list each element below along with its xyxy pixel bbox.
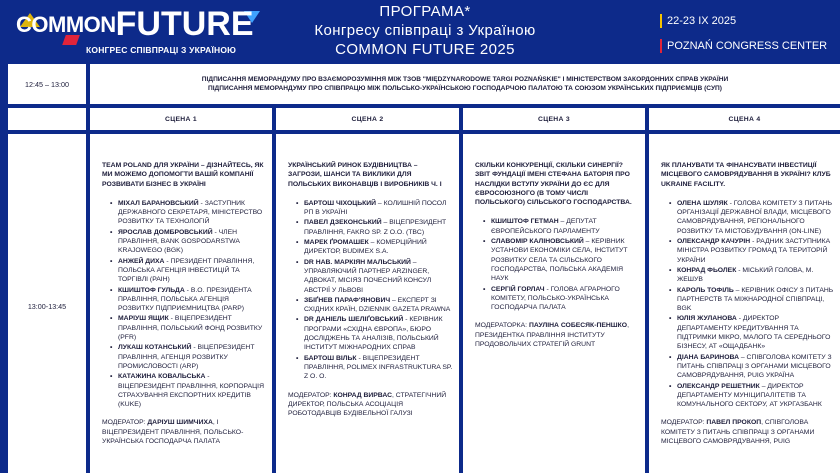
event-info <box>660 14 827 64</box>
speaker-role: - ВІЦЕПРЕЗИДЕНТ ПРАВЛІННЯ, POLIMEX INFRASTRUKTURA SP. Z O. O. <box>304 354 453 381</box>
panel-title: СКІЛЬКИ КОНКУРЕНЦІЇ, СКІЛЬКИ СИНЕРГІЇ? ЗВІТ ФУНДАЦІЇ ІМЕНІ СТЕФАНА БАТОРІЯ ПРО НАСЛІДКИ ВСТУПУ УКРАЇНИ ДО ЄС ДЛЯ ЄВРОСОЮЗНОГО (В ТОМУ ЧИСЛІ ПОЛЬСЬКОГО) СІЛЬСЬКОГО ГОСПОДАРСТВА. <box>475 162 632 207</box>
yellow-bar-icon <box>660 14 662 28</box>
speaker-name: ПАВЕЛ ДЗЕКОНСЬКИЙ <box>304 219 382 227</box>
panel-title: УКРАЇНСЬКИЙ РИНОК БУДІВНИЦТВА – ЗАГРОЗИ, ШАНСИ ТА ВИКЛИКИ ДЛЯ ПОЛЬСЬКИХ ВИКОНАВЦІВ І ВИРОБНИКІВ Ч. I <box>288 162 442 188</box>
speaker-name: КАТАЖИНА КОВАЛЬСЬКА <box>118 373 206 381</box>
speaker-role: – СПІВГОЛОВА КОМІТЕТУ З ПИТАНЬ СПІВПРАЦІ З ОРГАНАМИ МІСЦЕВОГО САМОВРЯДУВАННЯ, PUIG УКРАЇНА <box>677 353 832 380</box>
moderator-label: МОДЕРАТОР: <box>661 419 707 427</box>
logo-common-text: COMMON <box>16 12 116 37</box>
speaker-item <box>671 266 834 285</box>
speaker-name: СЛАВОМІР КАЛІНОВСЬКИЙ <box>491 238 584 246</box>
speaker-item <box>671 353 834 381</box>
speaker-role: – КОМЕРЦІЙНИЙ ДИРЕКТОР, BUDIMEX S.A. <box>304 239 427 256</box>
speaker-item <box>298 258 453 295</box>
speaker-item <box>671 286 834 314</box>
speaker-role: – ДЕПУТАТ ЄВРОПЕЙСЬКОГО ПАРЛАМЕНТУ <box>491 218 600 235</box>
speaker-list <box>475 217 639 312</box>
speaker-item <box>298 238 453 257</box>
speaker-name: ОЛЕКСАНДР РЕШЕТНИК <box>677 382 760 390</box>
speaker-role: - КЕРІВНИК ПРОГРАМИ «СХІДНА ЄВРОПА», БЮРО ДОСЛІДЖЕНЬ ТА АНАЛІЗІВ, ПОЛЬСЬКИЙ ІНСТИТУТ МІЖНАРОДНИХ СПРАВ <box>304 316 443 352</box>
signing-line-1: ПІДПИСАННЯ МЕМОРАНДУМУ ПРО ВЗАЄМОРОЗУМІННЯ МІЖ ТЗОВ "MIĘDZYNARODOWE TARGI POZNAŃSKIE" І МІНІСТЕРСТВОМ ЗАКОРДОННИХ СПРАВ УКРАЇНИ <box>201 75 729 83</box>
speaker-name: DR ДАНІЕЛЬ ШЕЛІҐОВСЬКИЙ <box>304 316 404 324</box>
speaker-name: DR HAB. МАРКІЯН МАЛЬСЬКИЙ <box>304 258 411 266</box>
program-title-line-3: COMMON FUTURE 2025 <box>335 41 515 58</box>
speaker-item <box>112 257 266 285</box>
moderator-name: ПАУЛІНА СОБЕСЯК-ПЕНШКО <box>528 322 628 330</box>
speaker-name: ДІАНА БАРИНОВА <box>677 353 739 361</box>
speaker-name: БАРТОШ ЧІХОЦЬКИЙ <box>304 199 377 207</box>
moderator-label: МОДЕРАТОР: <box>102 419 148 427</box>
speaker-item <box>112 228 266 256</box>
speaker-item <box>112 314 266 342</box>
program-title-line-1: ПРОГРАМА* <box>379 3 471 20</box>
speaker-item <box>112 343 266 371</box>
moderator <box>102 418 266 446</box>
speaker-list <box>102 199 266 410</box>
speaker-list <box>288 199 453 382</box>
moderator <box>661 418 834 446</box>
moderator-label: МОДЕРАТОРКА: <box>475 322 529 330</box>
moderator-name: ПАВЕЛ ПРОКОП <box>706 419 762 427</box>
speaker-role: - ЧЛЕН ПРАВЛІННЯ, BANK GOSPODARSTWA KRAJOWEGO (BGK) <box>118 228 240 255</box>
speaker-name: СЕРГІЙ ГОРЛАЧ <box>491 285 545 293</box>
stage-3-header: СЦЕНА 3 <box>463 108 645 130</box>
speaker-item <box>485 285 639 313</box>
speaker-role: - ВІЦЕПРЕЗИДЕНТ ПРАВЛІННЯ, ПОЛЬСЬКИЙ ФОНД РОЗВИТКУ (PFR) <box>118 315 263 342</box>
logo-subtitle: КОНГРЕС СПІВПРАЦІ З УКРАЇНОЮ <box>86 45 237 55</box>
event-venue: POZNAŃ CONGRESS CENTER <box>667 40 828 52</box>
session-time-text: 13:00-13:45 <box>27 302 67 311</box>
session-time <box>8 134 86 473</box>
logo-future-text: FUTURE <box>115 5 254 43</box>
stage-3-panel <box>463 134 645 473</box>
speaker-name: КШИШТОФ ГУЛЬДА <box>118 286 185 294</box>
speaker-name: ЗБІҐНЕВ ПАРАФ'ЯНОВИЧ <box>304 296 391 304</box>
panel-title: ЯК ПЛАНУВАТИ ТА ФІНАНСУВАТИ ІНВЕСТИЦІЇ МІСЦЕВОГО САМОВРЯДУВАННЯ В УКРАЇНІ? КЛУБ UKRAINE FACILITY. <box>661 162 831 188</box>
speaker-name: ОЛЕКСАНДР КАЧУРІН <box>677 238 751 246</box>
speaker-name: КОНРАД ФЬОЛЕК <box>677 266 737 274</box>
speaker-item <box>485 217 639 236</box>
speaker-role: – КОЛИШНІЙ ПОСОЛ РП В УКРАЇНІ <box>304 199 447 217</box>
speaker-item <box>671 199 834 236</box>
stage-4-header: СЦЕНА 4 <box>649 108 840 130</box>
speaker-role: – ВІЦЕПРЕЗИДЕНТ ПРАВЛІННЯ, FAKRO SP. Z O.O. (TBC) <box>304 219 447 236</box>
speaker-item <box>671 382 834 410</box>
speaker-role: - ВІЦЕПРЕЗИДЕНТ ПРАВЛІННЯ, КОРПОРАЦІЯ СТРАХУВАННЯ ЕКСПОРТНИХ КРЕДИТІВ (KUKE) <box>118 373 264 409</box>
moderator-role: , І ВІЦЕПРЕЗИДЕНТ ПРАВЛІННЯ, ПОЛЬСЬКО-УКРАЇНСЬКА ГОСПОДАРЧА ПАЛАТА <box>102 419 244 446</box>
moderator <box>475 321 639 349</box>
moderator-role: , ПРЕЗИДЕНТКА ПРАВЛІННЯ ІНСТИТУТУ ПРОДОВОЛЬЧИХ СТРАТЕГІЙ GRUNT <box>475 322 629 349</box>
speaker-name: МАРЕК ҐРОМАШЕК <box>304 239 369 247</box>
moderator-role: , СПІВГОЛОВА КОМІТЕТУ З ПИТАНЬ СПІВПРАЦІ З ОРГАНАМИ МІСЦЕВОГО САМОВРЯДУВАННЯ, PUIG <box>661 419 815 446</box>
speaker-item <box>112 286 266 314</box>
speaker-name: ОЛЕНА ШУЛЯК <box>677 199 728 207</box>
speaker-item <box>298 354 453 382</box>
speaker-name: ЮЛІЯ ЖУЛАНОВА <box>677 315 737 323</box>
moderator-role: , СТРАТЕГІЧНИЙ ДИРЕКТОР, ПОЛЬСЬКА АСОЦІАЦІЯ РОБОТОДАВЦІВ БУДІВЕЛЬНОЇ ГАЛУЗІ <box>288 391 447 418</box>
signing-time <box>8 64 86 104</box>
speaker-role: - РАДНИК ЗАСТУПНИКА МІНІСТРА РОЗВИТКУ ГРОМАД ТА ТЕРИТОРІЙ УКРАЇНИ <box>677 238 831 264</box>
speaker-list <box>661 199 834 410</box>
speaker-role: – КЕРІВНИК УСТАНОВИ ЕКОНОМІКИ СЕЛА, ІНСТИТУТ РОЗВИТКУ СЕЛА ТА СІЛЬСЬКОГО ГОСПОДАРСТВА, ПОЛЬСЬКА АКАДЕМІЯ НАУК <box>491 238 628 283</box>
speaker-name: БАРТОШ ВІЛЬК <box>304 354 357 362</box>
signing-line-2: ПІДПИСАННЯ МЕМОРАНДУМУ ПРО СПІВПРАЦЮ МІЖ ПОЛЬСЬКО-УКРАЇНСЬКОЮ ГОСПОДАРЧОЮ ПАЛАТОЮ ТА СОЮЗОМ УКРАЇНСЬКИХ ПІДПРИЄМЦІВ (СУП) <box>207 85 722 92</box>
moderator-name: ДАРІУШ ШИМЧИХА <box>147 419 213 427</box>
speaker-item <box>112 372 266 409</box>
speaker-item <box>671 237 834 265</box>
speaker-role: – УПРАВЛЯЮЧИЙ ПАРТНЕР ARZINGER, АДВОКАТ, МІСІЯЗ ПОЧЕСНИЙ КОНСУЛ АВСТРІЇ У ЛЬВОВІ <box>304 258 432 294</box>
speaker-item <box>485 237 639 283</box>
speaker-name: АНЖЕЙ ДИХА <box>118 257 165 265</box>
common-future-logo <box>16 7 256 57</box>
speaker-role: - ЗАСТУПНИК ДЕРЖАВНОГО СЕКРЕТАРЯ, МІНІСТЕРСТВО РОЗВИТКУ ТА ТЕХНОЛОГІЙ <box>118 199 263 226</box>
speaker-name: МІХАЛ БАРАНОВСЬКИЙ <box>118 199 199 207</box>
moderator <box>288 391 453 419</box>
speaker-item <box>298 296 453 315</box>
program-title-line-2: Конгресу співпраці з Україною <box>314 22 536 39</box>
stage-1-panel <box>90 134 272 473</box>
stage-2-header: СЦЕНА 2 <box>276 108 459 130</box>
stage-2-panel <box>276 134 459 473</box>
event-dates: 22-23 IX 2025 <box>667 15 737 27</box>
stage-row-spacer <box>8 108 86 130</box>
speaker-role: - ГОЛОВА КОМІТЕТУ З ПИТАНЬ ОРГАНІЗАЦІЇ ДЕРЖАВНОЇ ВЛАДИ, МІСЦЕВОГО САМОВРЯДУВАННЯ, РЕГІОНАЛЬНОГО РОЗВИТКУ ТА МІСТОБУДУВАННЯ (ON-LINE) <box>677 199 833 235</box>
speaker-name: КШИШТОФ ГЕТМАН <box>491 218 559 226</box>
speaker-item <box>671 314 834 351</box>
program-title <box>280 2 570 59</box>
stage-1-header: СЦЕНА 1 <box>90 108 272 130</box>
speaker-role: - ПРЕЗИДЕНТ ПРАВЛІННЯ, ПОЛЬСЬКА АГЕНЦІЯ ІНВЕСТИЦІЙ ТА ТОРГІВЛІ (PAIH) <box>118 257 255 284</box>
speaker-role: - ГОЛОВА АГРАРНОГО КОМІТЕТУ, ПОЛЬСЬКО-УКРАЇНСЬКА ГОСПОДАРЧА ПАЛАТА <box>491 285 620 312</box>
page-header <box>0 0 840 62</box>
signing-time-text: 12:45 – 13:00 <box>25 79 69 89</box>
moderator-name: КОНРАД ВИРВАС <box>333 391 393 399</box>
speaker-role: - ДИРЕКТОР ДЕПАРТАМЕНТУ КРЕДИТУВАННЯ ТА ПІДТРИМКИ МІКРО, МАЛОГО ТА СЕРЕДНЬОГО БІЗНЕСУ, АТ «ОЩАДБАНК» <box>677 315 831 351</box>
logo-wordmark <box>16 7 254 41</box>
speaker-role: – ЕКСПЕРТ ЗІ СХІДНИХ КРАЇН, DZIENNIK GAZETA PRAWNA <box>304 296 451 314</box>
speaker-role: - ВІЦЕПРЕЗИДЕНТ ПРАВЛІННЯ, АГЕНЦІЯ РОЗВИТКУ ПРОМИСЛОВОСТІ (ARP) <box>118 344 255 370</box>
speaker-name: ЯРОСЛАВ ДОМБРОВСЬКИЙ <box>118 228 213 236</box>
speaker-role: - МІСЬКИЙ ГОЛОВА, М. ЖЕШУВ <box>677 266 814 284</box>
event-venue-line <box>660 39 827 53</box>
speaker-role: - В.О. ПРЕЗИДЕНТА ПРАВЛІННЯ, ПОЛЬСЬКА АГЕНЦІЯ РОЗВИТКУ ПІДПРИЄМНИЦТВА (PARP) <box>118 286 252 313</box>
red-bar-icon <box>660 39 662 53</box>
speaker-item <box>298 218 453 237</box>
signing-session <box>90 64 840 104</box>
panel-title: TEAM POLAND ДЛЯ УКРАЇНИ – ДІЗНАЙТЕСЬ, ЯК МИ МОЖЕМО ДОПОМОГТИ ВАШІЙ КОМПАНІЇ РОЗВИВАТИ БІЗНЕС В УКРАЇНІ <box>102 162 264 188</box>
stage-4-panel <box>649 134 840 473</box>
speaker-role: – КЕРІВНИК ОФІСУ З ПИТАНЬ ПАРТНЕРСТВ ТА МІЖНАРОДНОЇ СПІВПРАЦІ, BGK <box>677 286 834 313</box>
speaker-item <box>298 199 453 218</box>
moderator-label: МОДЕРАТОР: <box>288 391 334 399</box>
agenda-grid <box>8 64 840 473</box>
speaker-role: – ДИРЕКТОР ДЕПАРТАМЕНТУ МУНІЦИПАЛІТЕТІВ ТА КОМУНАЛЬНОГО СЕКТОРУ, АТ УКРГАЗБАНК <box>677 382 822 409</box>
speaker-name: ЛУКАШ КОТАНСЬКИЙ <box>118 344 192 352</box>
speaker-name: КАРОЛЬ ТОФІЛЬ <box>677 286 734 294</box>
speaker-item <box>298 315 453 352</box>
event-dates-line <box>660 14 827 28</box>
speaker-item <box>112 199 266 227</box>
speaker-name: МАРІУШ ЯЩИК <box>118 315 169 323</box>
